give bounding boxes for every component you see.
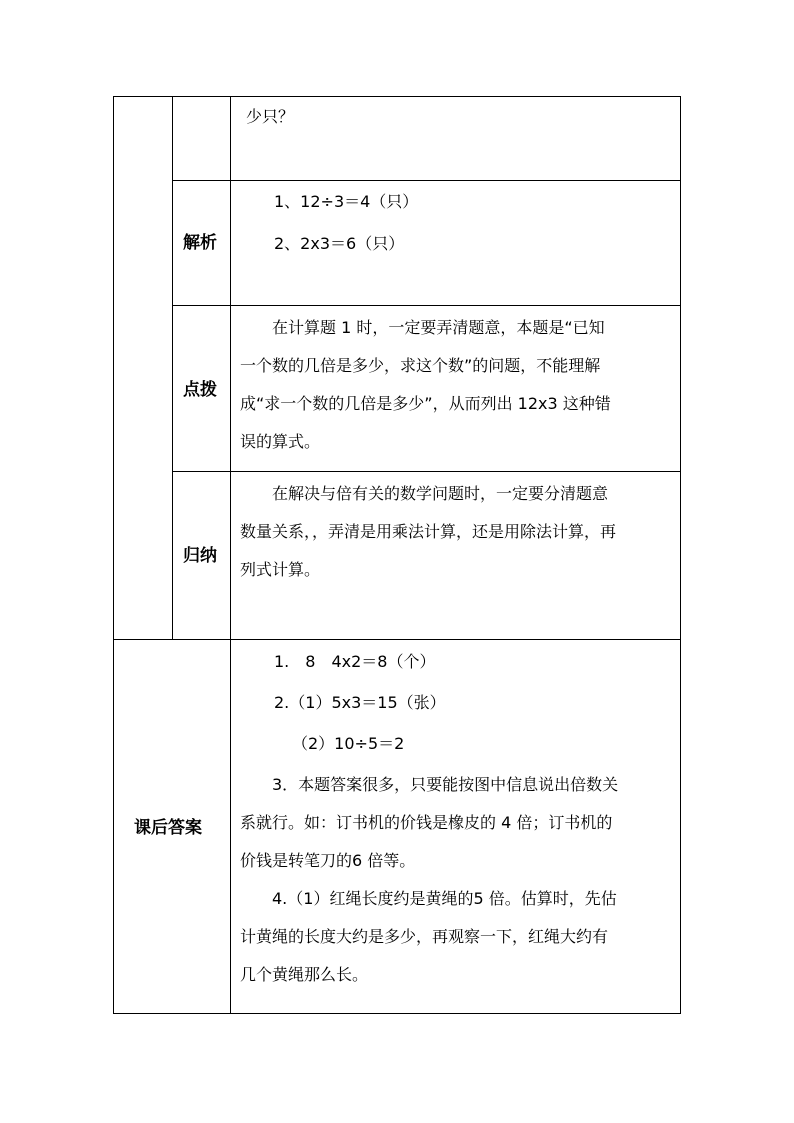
table-border-right xyxy=(680,96,681,1014)
text-line: 一个数的几倍是多少，求这个数”的问题，不能理解 xyxy=(240,356,601,375)
text-line: 成“求一个数的几倍是多少”，从而列出 12x3 这种错 xyxy=(240,394,611,413)
row-divider-dianbo xyxy=(172,305,681,306)
label-dianbo: 点拨 xyxy=(183,380,217,400)
table-border-top xyxy=(113,96,681,97)
text-line: 系就行。如：订书机的价钱是橡皮的 4 倍；订书机的 xyxy=(240,813,613,832)
text-line: （2）10÷5＝2 xyxy=(292,734,405,753)
table-border-inner-left xyxy=(172,96,173,639)
text-line: 在解决与倍有关的数学问题时，一定要分清题意 xyxy=(272,484,609,503)
row-divider-jiexi xyxy=(172,180,681,181)
cell-top-continuation xyxy=(240,98,678,136)
row-divider-kehou xyxy=(113,639,681,640)
label-guina: 归纳 xyxy=(183,546,217,566)
text-line: 误的算式。 xyxy=(240,432,321,451)
text-line: 2.（1）5x3＝15（张） xyxy=(274,693,446,712)
cell-kehou-answers xyxy=(240,643,678,994)
text-line: 列式计算。 xyxy=(240,560,321,579)
text-line: 1. 8 4x2＝8（个） xyxy=(274,652,436,671)
label-kehou-answers: 课后答案 xyxy=(134,818,202,838)
text-line: 数量关系，，弄清是用乘法计算，还是用除法计算，再 xyxy=(240,522,617,541)
text-line: 4.（1）红绳长度约是黄绳的5 倍。估算时，先估 xyxy=(272,889,617,908)
text-line: 几个黄绳那么长。 xyxy=(240,965,369,984)
cell-jiexi xyxy=(240,183,678,263)
text-line: 2、2x3＝6（只） xyxy=(274,234,405,253)
table-border-middle xyxy=(230,96,231,1014)
cell-dianbo xyxy=(240,309,678,461)
text-line: 1、12÷3＝4（只） xyxy=(274,192,419,211)
label-jiexi: 解析 xyxy=(183,233,217,253)
table-border-bottom xyxy=(113,1013,681,1014)
text-line: 价钱是转笔刀的6 倍等。 xyxy=(240,851,416,870)
row-divider-guina xyxy=(172,471,681,472)
text-line: 3．本题答案很多，只要能按图中信息说出倍数关 xyxy=(272,775,619,794)
text-line: 计黄绳的长度大约是多少，再观察一下，红绳大约有 xyxy=(240,927,609,946)
text-line: 少只？ xyxy=(246,107,295,126)
table-border-left xyxy=(113,96,114,1014)
cell-guina xyxy=(240,475,678,589)
text-line: 在计算题 1 时，一定要弄清题意，本题是“已知 xyxy=(272,318,605,337)
